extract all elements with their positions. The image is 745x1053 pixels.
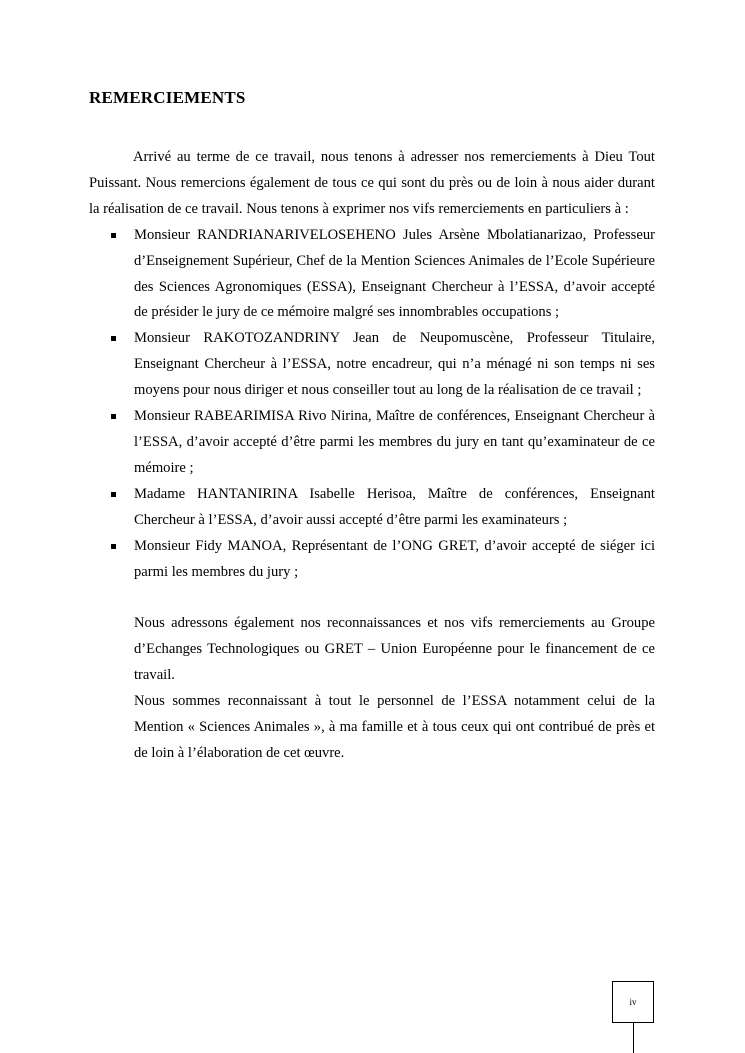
square-bullet-icon	[111, 492, 116, 497]
list-item-text: Monsieur Fidy MANOA, Représentant de l’ONG GRET, d’avoir accepté de siéger ici parmi les membres du jury ;	[134, 537, 655, 580]
list-item	[89, 223, 655, 327]
list-item	[89, 326, 655, 404]
list-item-text: Monsieur RABEARIMISA Rivo Nirina, Maître de conférences, Enseignant Chercheur à l’ESSA, d’avoir accepté d’être parmi les membres du jury en tant qu’examinateur de ce mémoire ;	[134, 408, 655, 476]
page-title: REMERCIEMENTS	[89, 88, 246, 107]
list-item	[89, 482, 655, 534]
square-bullet-icon	[111, 414, 116, 419]
square-bullet-icon	[111, 336, 116, 341]
closing-paragraph: Nous sommes reconnaissant à tout le personnel de l’ESSA notamment celui de la Mention « Sciences Animales », à ma famille et à tous ceux qui ont contribué de près et de loin à l’élaboration de cet œuvre.	[134, 693, 655, 761]
thanks-list	[89, 223, 655, 586]
intro-paragraph: Arrivé au terme de ce travail, nous tenons à adresser nos remerciements à Dieu Tout Puissant. Nous remercions également de tous ce qui sont du près ou de loin à nous aider durant la réalisation de ce travail. Nous tenons à exprimer nos vifs remerciements en particuliers à :	[89, 149, 655, 217]
square-bullet-icon	[111, 544, 116, 549]
body-text	[89, 145, 655, 767]
square-bullet-icon	[111, 233, 116, 238]
list-item	[89, 404, 655, 482]
page-number: iv	[612, 981, 654, 1023]
closing-section	[134, 611, 655, 766]
list-item-text: Madame HANTANIRINA Isabelle Herisoa, Maître de conférences, Enseignant Chercheur à l’ESSA, d’avoir aussi accepté d’être parmi les examinateurs ;	[134, 485, 655, 528]
page-number-divider	[633, 1023, 634, 1053]
list-item-text: Monsieur RAKOTOZANDRINY Jean de Neupomuscène, Professeur Titulaire, Enseignant Chercheur à l’ESSA, notre encadreur, qui n’a ménagé ni son temps ni ses moyens pour nous diriger et nous conseiller tout au long de la réalisation de ce travail ;	[134, 330, 655, 399]
closing-paragraph: Nous adressons également nos reconnaissances et nos vifs remerciements au Groupe d’Echanges Technologiques ou GRET – Union Européenne pour le financement de ce travail.	[134, 615, 655, 684]
list-item-text: Monsieur RANDRIANARIVELOSEHENO Jules Arsène Mbolatianarizao, Professeur d’Enseignement Supérieur, Chef de la Mention Sciences Animales de l’Ecole Supérieure des Sciences Agronomiques (ESSA), Enseignant Chercheur à l’ESSA, d’avoir accepté de présider le jury de ce mémoire malgré ses innombrables occupations ;	[134, 226, 655, 321]
list-item	[89, 534, 655, 586]
